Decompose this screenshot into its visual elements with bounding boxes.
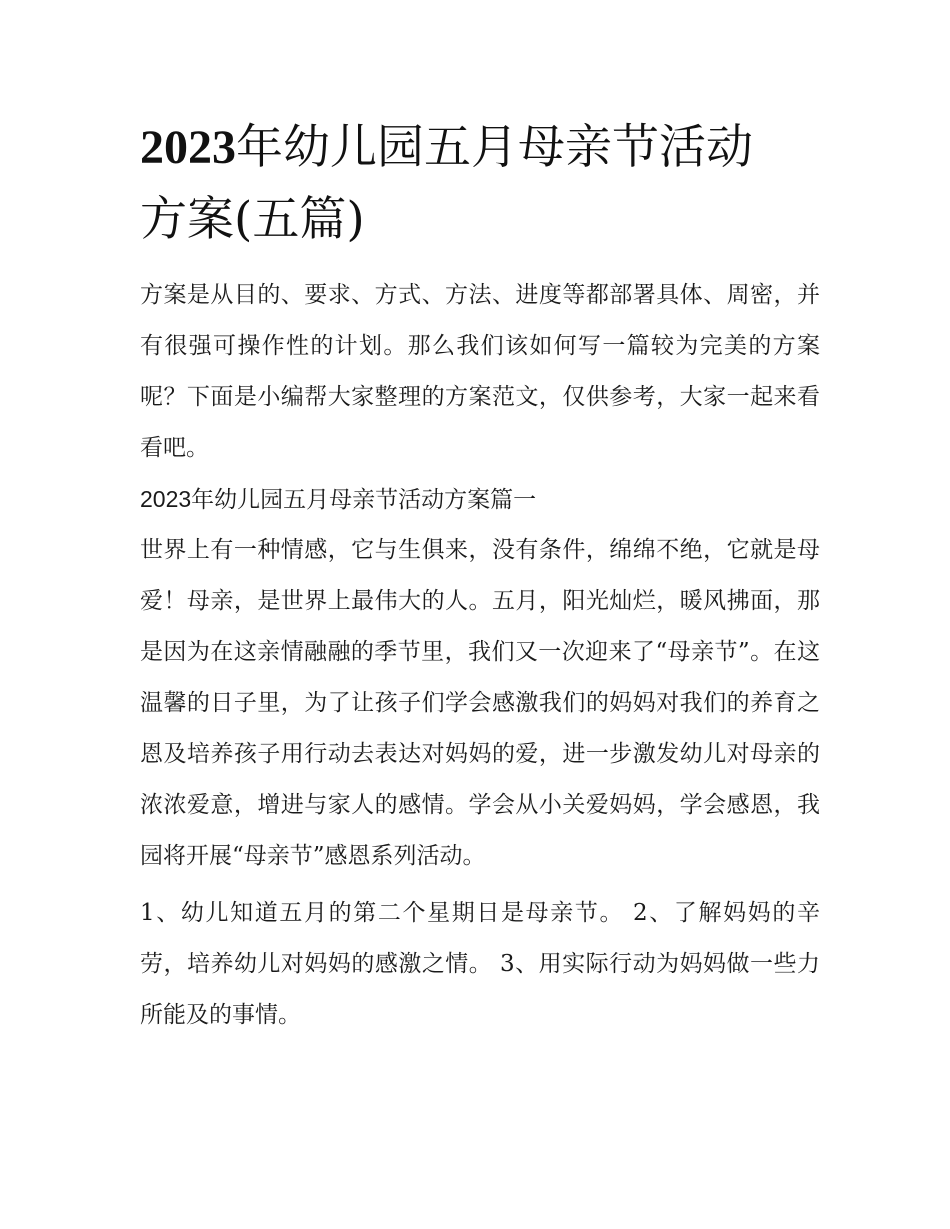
body-paragraph-1: 世界上有一种情感，它与生俱来，没有条件，绵绵不绝，它就是母爱！母亲，是世界上最伟大的人。五月，阳光灿烂，暖风拂面，那是因为在这亲情融融的季节里，我们又一次迎来了“母亲节”。在这温馨的日子里，为了让孩子们学会感激我们的妈妈对我们的养育之恩及培养孩子用行动去表达对妈妈的爱，进一步激发幼儿对母亲的浓浓爱意，增进与家人的感情。学会从小关爱妈妈，学会感恩，我园将开展“母亲节”感恩系列活动。	[140, 537, 820, 869]
title-line2-text: 方案(五篇)	[140, 192, 365, 247]
title-year: 2023	[140, 121, 236, 174]
section-heading-year: 2023	[140, 486, 192, 512]
section-heading	[140, 474, 820, 525]
title-line1-text: 年幼儿园五月母亲节活动	[236, 120, 753, 175]
body-paragraph-2: 1、幼儿知道五月的第二个星期日是母亲节。 2、了解妈妈的辛劳，培养幼儿对妈妈的感激之情。 3、用实际行动为妈妈做一些力所能及的事情。	[140, 900, 820, 1028]
intro-paragraph: 方案是从目的、要求、方式、方法、进度等都部署具体、周密，并有很强可操作性的计划。那么我们该如何写一篇较为完美的方案呢？下面是小编帮大家整理的方案范文，仅供参考，大家一起来看看吧。	[140, 282, 820, 461]
document-title	[140, 112, 820, 256]
section-heading-text: 年幼儿园五月母亲节活动方案篇一	[191, 487, 537, 513]
document-content	[140, 112, 820, 1041]
